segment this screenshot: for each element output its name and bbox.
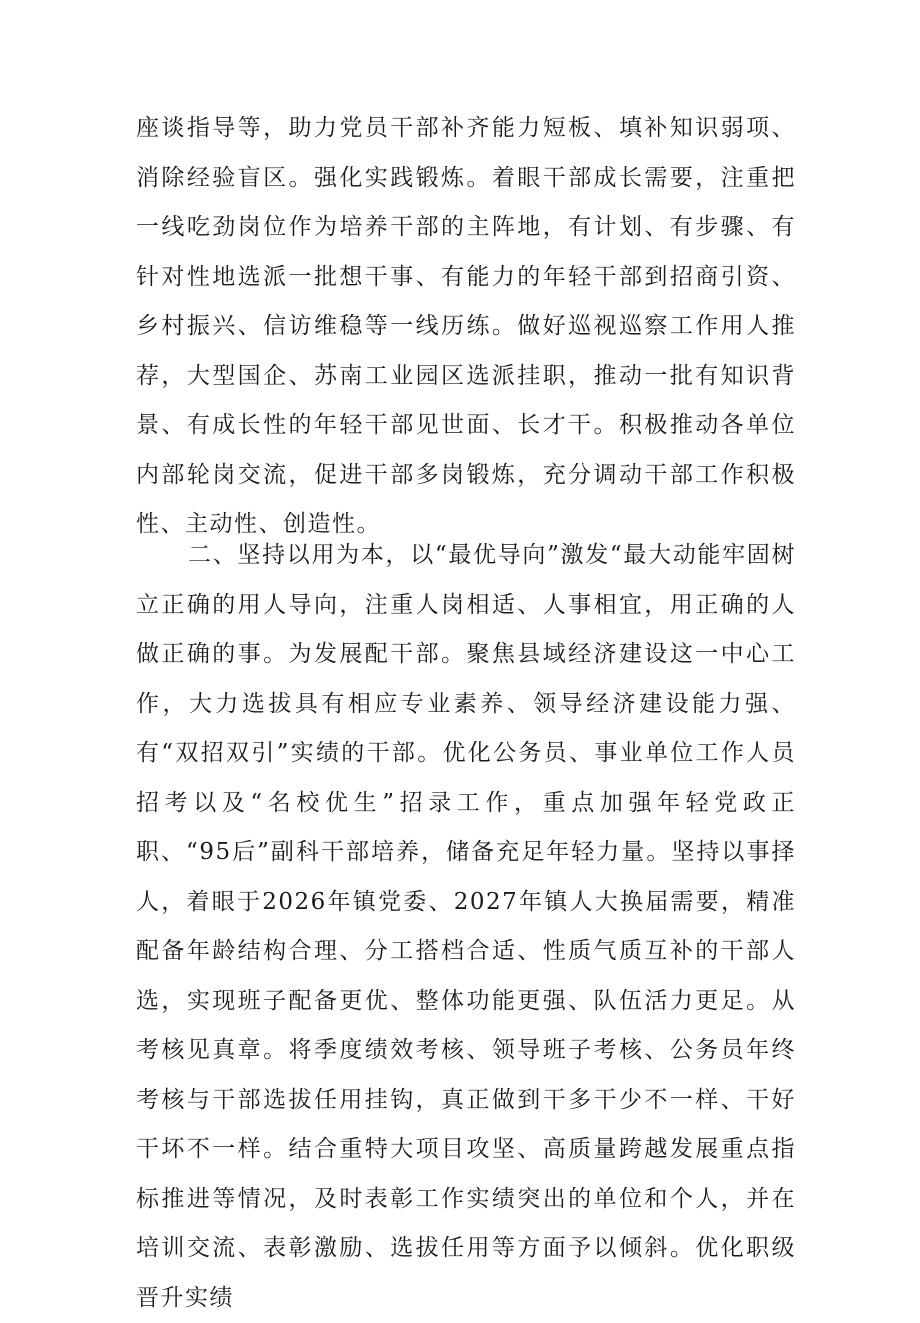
body-paragraph-section-two: 二、坚持以用为本，以“最优导向”激发“最大动能牢固树立正确的用人导向，注重人岗相适、人事相宜，用正确的人做正确的事。为发展配干部。聚焦县域经济建设这一中心工作，大力选拔具有相应专业素养、领导经济建设能力强、有“双招双引”实绩的干部。优化公务员、事业单位工作人员招考以及“名校优生”招录工作，重点加强年轻党政正职、“95后”副科干部培养，储备充足年轻力量。坚持以事择人，着眼于2026年镇党委、2027年镇人大换届需要，精准配备年龄结构合理、分工搭档合适、性质气质互补的干部人选，实现班子配备更优、整体功能更强、队伍活力更足。从考核见真章。将季度绩效考核、领导班子考核、公务员年终考核与干部选拔任用挂钩，真正做到干多干少不一样、干好干坏不一样。结合重特大项目攻坚、高质量跨越发展重点指标推进等情况，及时表彰工作实绩突出的单位和个人，并在培训交流、表彰激励、选拔任用等方面予以倾斜。优化职级晋升实绩 bbox=[136, 542, 796, 1311]
body-paragraph-continuation: 座谈指导等，助力党员干部补齐能力短板、填补知识弱项、消除经验盲区。强化实践锻炼。着眼干部成长需要，注重把一线吃劲岗位作为培养干部的主阵地，有计划、有步骤、有针对性地选派一批想干事、有能力的年轻干部到招商引资、乡村振兴、信访维稳等一线历练。做好巡视巡察工作用人推荐，大型国企、苏南工业园区选派挂职，推动一批有知识背景、有成长性的年轻干部见世面、长才干。积极推动各单位内部轮岗交流，促进干部多岗锻炼，充分调动干部工作积极性、主动性、创造性。 bbox=[136, 115, 796, 537]
